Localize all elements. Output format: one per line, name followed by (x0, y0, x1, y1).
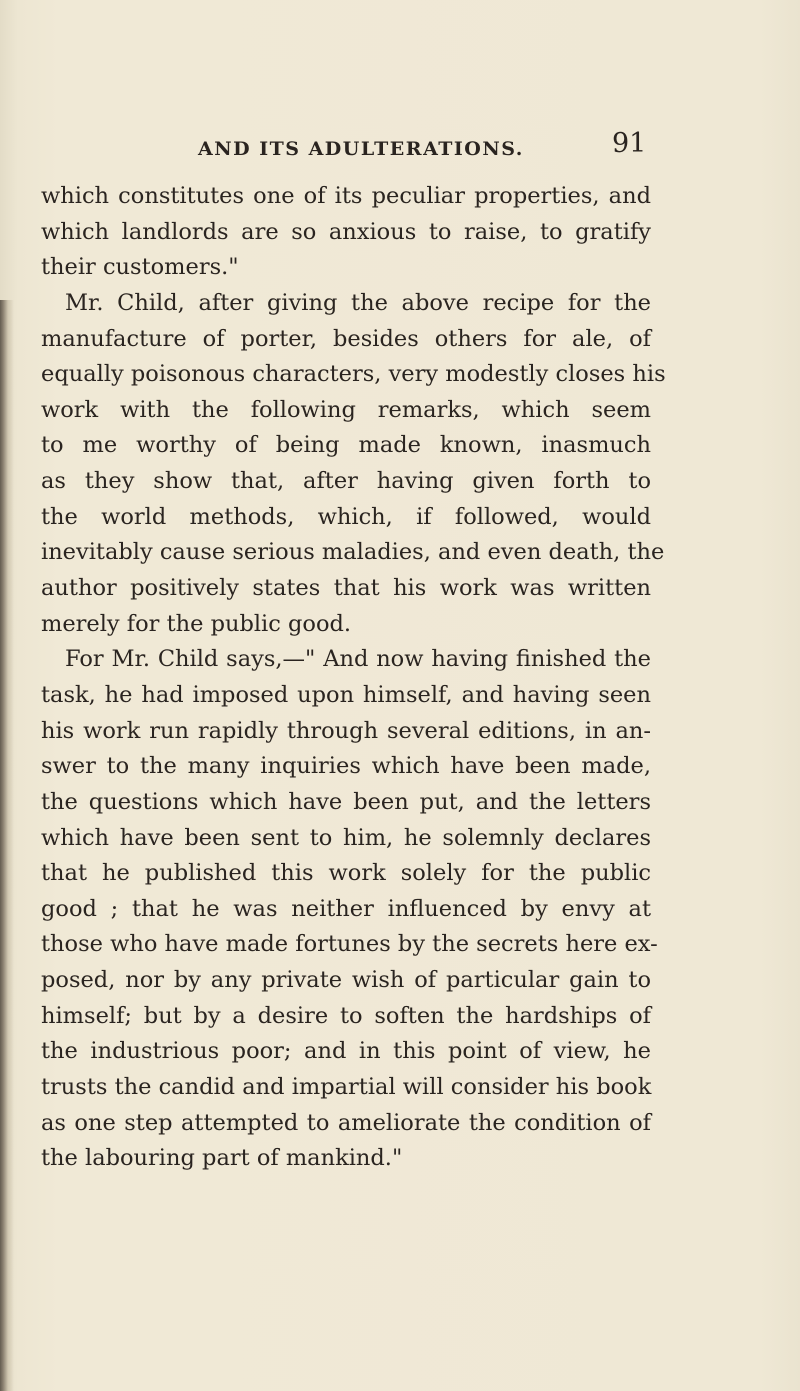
text-line: himself; but by a desire to soften the hardships of (41, 1002, 651, 1029)
text-line: author positively states that his work was written (41, 575, 651, 602)
text-line: the world methods, which, if followed, would (41, 503, 651, 530)
text-line: the questions which have been put, and the letters (41, 788, 651, 815)
body-text (41, 179, 666, 1177)
text-line: that he published this work solely for the public (41, 860, 651, 887)
text-line: swer to the many inquiries which have been made, (41, 753, 651, 780)
text-line: which constitutes one of its peculiar properties, and (41, 183, 651, 209)
running-head: AND ITS ADULTERATIONS. (198, 138, 524, 160)
text-line: work with the following remarks, which seem (41, 396, 651, 423)
text-line: task, he had imposed upon himself, and having seen (41, 681, 651, 708)
text-line: manufacture of porter, besides others for ale, of (41, 325, 651, 352)
text-line: his work run rapidly through several editions, in an- (41, 717, 651, 744)
text-line: inevitably cause serious maladies, and even death, the (41, 539, 665, 566)
page-number: 91 (612, 128, 647, 159)
text-line: trusts the candid and impartial will consider his book (41, 1074, 652, 1101)
text-line: those who have made fortunes by the secrets here ex- (41, 931, 658, 958)
text-line: which landlords are so anxious to raise, to gratify (41, 218, 651, 245)
text-line: as they show that, after having given forth to (41, 468, 651, 495)
text-line: to me worthy of being made known, inasmuch (41, 432, 651, 459)
text-line: For Mr. Child says,—" And now having finished the (65, 646, 651, 673)
text-line: Mr. Child, after giving the above recipe for the (65, 289, 651, 316)
text-line: good ; that he was neither influenced by envy at (41, 895, 651, 922)
binding-shadow (0, 300, 14, 1391)
text-line: the labouring part of mankind." (41, 1145, 403, 1172)
text-line: equally poisonous characters, very modestly closes his (41, 361, 666, 388)
page-header (0, 126, 800, 166)
text-line: which have been sent to him, he solemnly declares (41, 824, 651, 851)
text-line: as one step attempted to ameliorate the condition of (41, 1109, 651, 1136)
text-line: merely for the public good. (41, 610, 352, 637)
text-line: the industrious poor; and in this point of view, he (41, 1038, 651, 1065)
text-line: their customers." (41, 254, 239, 281)
text-line: posed, nor by any private wish of particular gain to (41, 967, 651, 994)
